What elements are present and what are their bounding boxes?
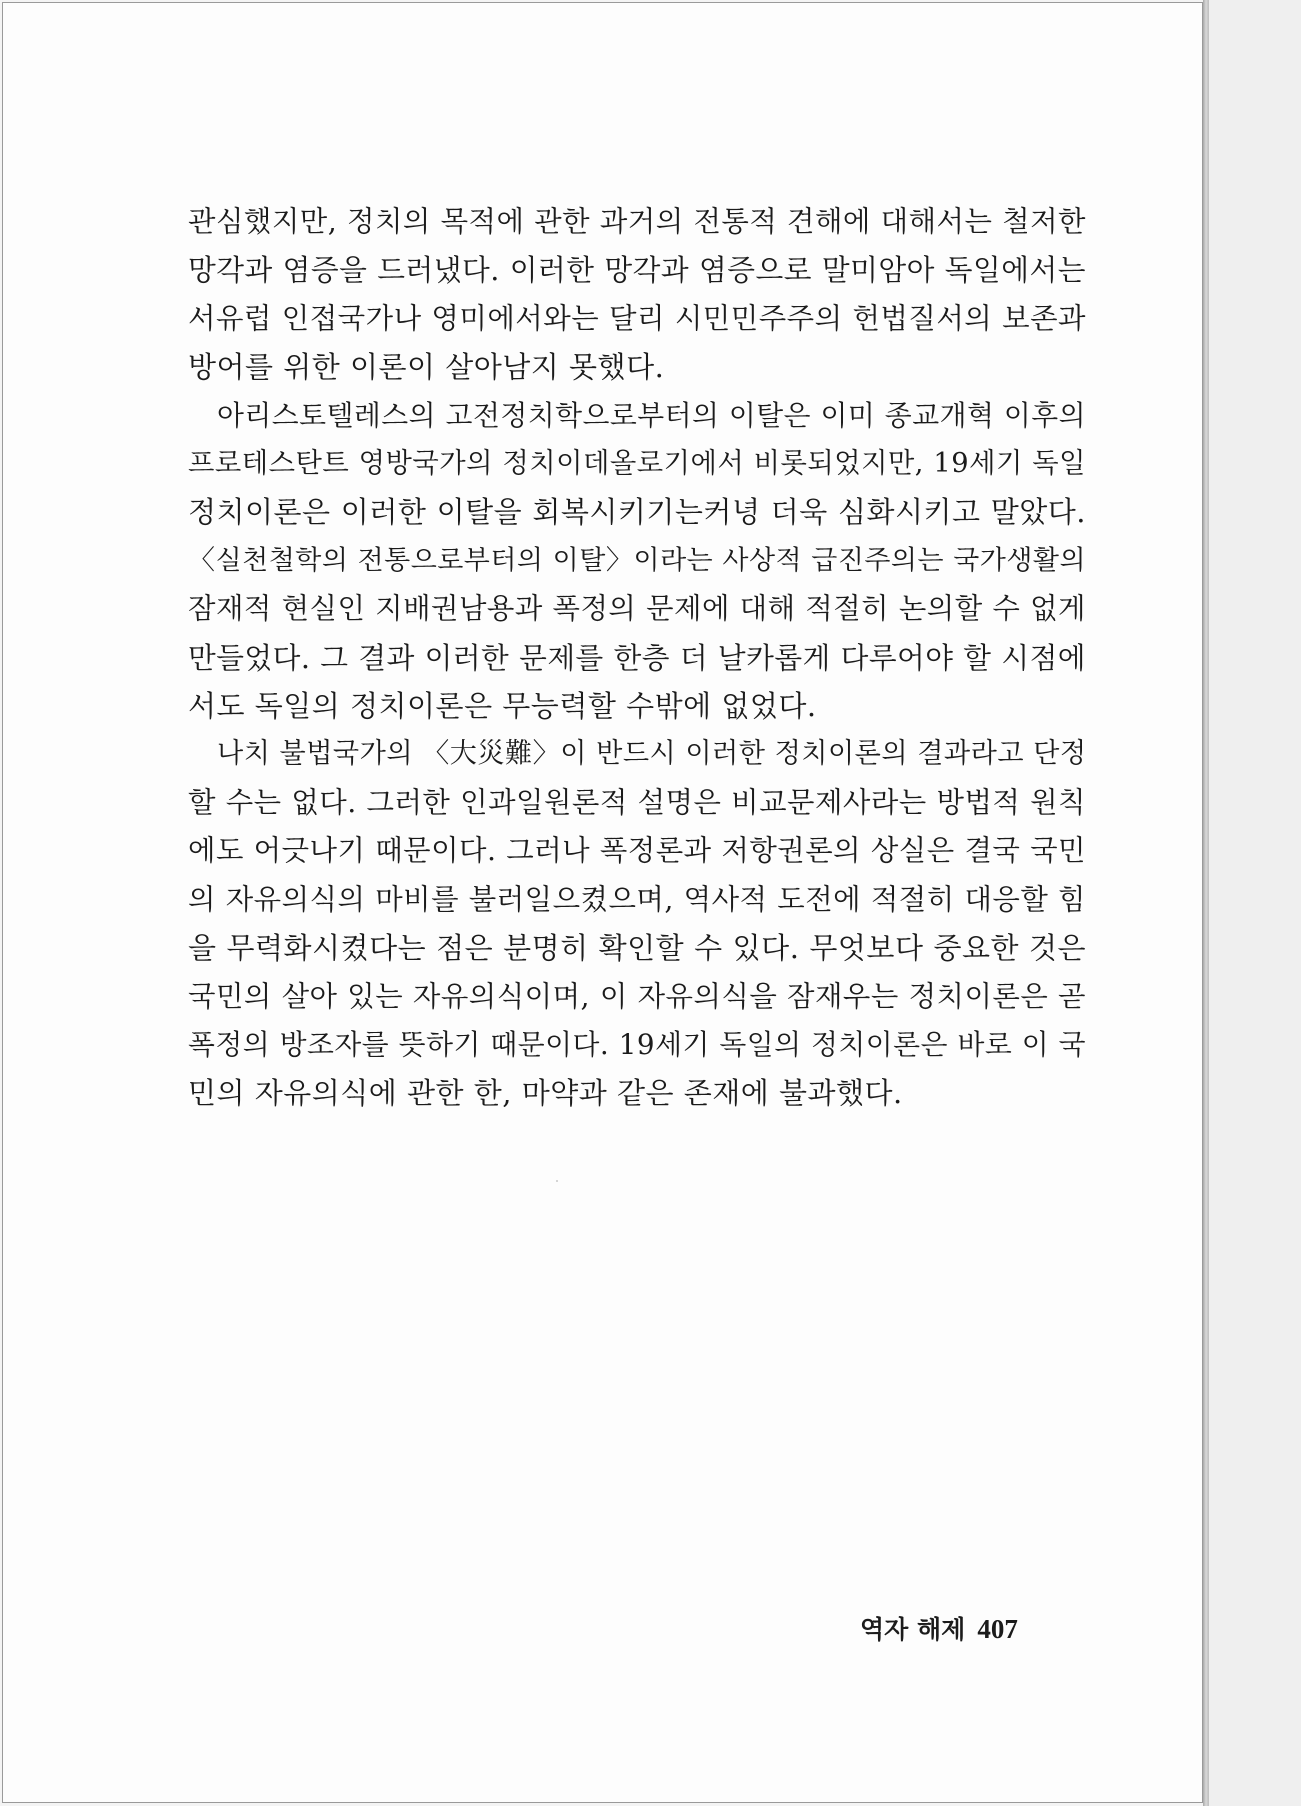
paragraph-3 [188,730,1086,1117]
text-line: 〈실천철학의 전통으로부터의 이탈〉이라는 사상적 급진주의는 국가생활의 [188,544,1086,576]
page-footer [860,1610,1060,1646]
page-number: 407 [977,1614,1018,1644]
text-line: 나치 불법국가의 〈大災難〉이 반드시 이러한 정치이론의 결과라고 단정 [217,738,1087,770]
text-line: 폭정의 방조자를 뜻하기 때문이다. 19세기 독일의 정치이론은 바로 이 국 [188,1027,1086,1061]
text-line: 서도 독일의 정치이론은 무능력할 수밖에 없었다. [188,689,817,724]
text-line: 할 수는 없다. 그러한 인과일원론적 설명은 비교문제사라는 방법적 원칙 [188,785,1086,819]
text-line: 만들었다. 그 결과 이러한 문제를 한층 더 날카롭게 다루어야 할 시점에 [188,640,1086,675]
text-line: 정치이론은 이러한 이탈을 회복시키기는커녕 더욱 심화시키고 말았다. [188,495,1086,530]
scan-speck [556,1180,558,1182]
text-line: 관심했지만, 정치의 목적에 관한 과거의 전통적 견해에 대해서는 철저한 [188,205,1086,238]
text-line: 망각과 염증을 드러냈다. 이러한 망각과 염증으로 말미암아 독일에서는 [188,253,1086,288]
viewer-margin [1209,0,1301,1806]
text-line: 민의 자유의식에 관한 한, 마약과 같은 존재에 불과했다. [188,1076,903,1111]
text-line: 을 무력화시켰다는 점은 분명히 확인할 수 있다. 무엇보다 중요한 것은 [188,931,1086,966]
text-line: 국민의 살아 있는 자유의식이며, 이 자유의식을 잠재우는 정치이론은 곧 [188,979,1086,1013]
body-text [188,198,1086,1118]
paragraph-2 [188,392,1086,731]
text-line: 에도 어긋나기 때문이다. 그러나 폭정론과 저항권론의 상실은 결국 국민 [188,834,1086,868]
text-line: 아리스토텔레스의 고전정치학으로부터의 이탈은 이미 종교개혁 이후의 [217,398,1086,432]
running-title: 역자 해제 [860,1615,966,1644]
page-edge-shadow [1203,0,1209,1806]
paragraph-1 [188,198,1086,392]
text-line: 서유럽 인접국가나 영미에서와는 달리 시민민주주의 헌법질서의 보존과 [188,301,1086,335]
text-line: 프로테스탄트 영방국가의 정치이데올로기에서 비롯되었지만, 19세기 독일 [188,448,1086,480]
text-line: 의 자유의식의 마비를 불러일으켰으며, 역사적 도전에 적절히 대응할 힘 [188,882,1086,916]
text-line: 방어를 위한 이론이 살아남지 못했다. [188,350,665,385]
text-line: 잠재적 현실인 지배권남용과 폭정의 문제에 대해 적절히 논의할 수 없게 [188,592,1086,626]
